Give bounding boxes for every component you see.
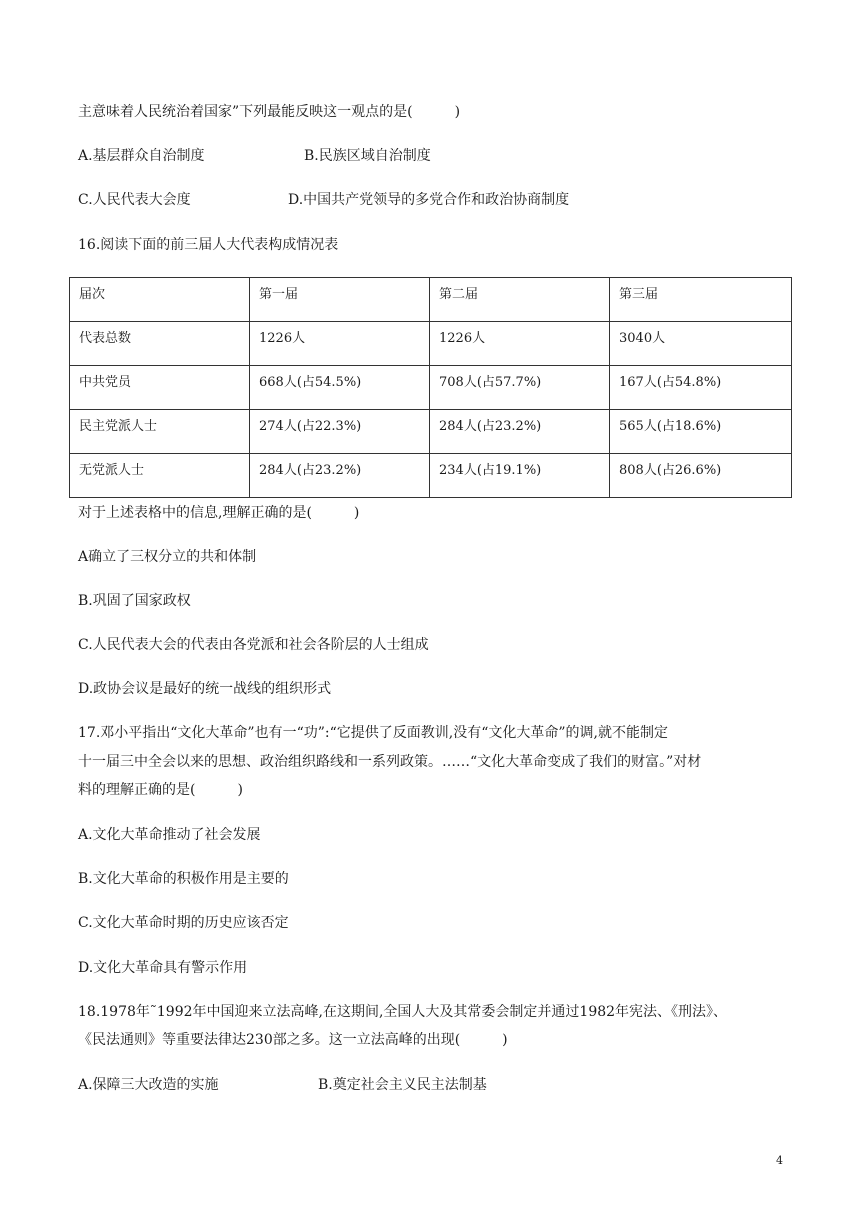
q17-option-c: C.文化大革命时期的历史应该否定: [78, 915, 289, 931]
table-cell: 808人(占26.6%): [610, 454, 792, 498]
q15-option-d: D.中国共产党领导的多党合作和政治协商制度: [288, 192, 570, 208]
table-cell: 668人(占54.5%): [250, 366, 430, 410]
table-header-cell: 届次: [70, 278, 250, 322]
q17-option-b: B.文化大革命的积极作用是主要的: [78, 871, 289, 887]
table-cell: 708人(占57.7%): [430, 366, 610, 410]
table-header-cell: 第一届: [250, 278, 430, 322]
table-row: [70, 322, 792, 366]
q16-option-a: A确立了三权分立的共和体制: [78, 549, 257, 565]
table-cell: 民主党派人士: [70, 410, 250, 454]
q15-option-c: C.人民代表大会度: [78, 192, 191, 208]
table-cell: 3040人: [610, 322, 792, 366]
q17-stem-line: 十一届三中全会以来的思想、政治组织路线和一系列政策。……“文化大革命变成了我们的财富。”对材: [78, 754, 702, 770]
representatives-table: [69, 277, 792, 498]
q15-option-b: B.民族区域自治制度: [304, 148, 431, 164]
q16-option-d: D.政协会议是最好的统一战线的组织形式: [78, 681, 332, 697]
table-header-cell: 第二届: [430, 278, 610, 322]
q15-stem-tail: 主意味着人民统治着国家”下列最能反映这一观点的是( ): [78, 104, 461, 120]
q16-stem: 16.阅读下面的前三届人大代表构成情况表: [78, 237, 339, 253]
table-row: [70, 410, 792, 454]
table-cell: 284人(占23.2%): [250, 454, 430, 498]
table-header-cell: 第三届: [610, 278, 792, 322]
q18-option-a: A.保障三大改造的实施: [78, 1077, 219, 1093]
table-cell: 274人(占22.3%): [250, 410, 430, 454]
q17-option-d: D.文化大革命具有警示作用: [78, 960, 248, 976]
table-cell: 167人(占54.8%): [610, 366, 792, 410]
q15-option-a: A.基层群众自治制度: [78, 148, 205, 164]
table-row: [70, 454, 792, 498]
table-cell: 中共党员: [70, 366, 250, 410]
table-row: [70, 366, 792, 410]
q18-stem-line: 18.1978年˜1992年中国迎来立法高峰,在这期间,全国人大及其常委会制定并通过1982年宪法、《刑法》、: [78, 1004, 728, 1020]
table-cell: 284人(占23.2%): [430, 410, 610, 454]
q18-option-b: B.奠定社会主义民主法制基: [318, 1077, 487, 1093]
q16-option-b: B.巩固了国家政权: [78, 593, 191, 609]
q16-question: 对于上述表格中的信息,理解正确的是( ): [78, 505, 360, 521]
table-cell: 1226人: [250, 322, 430, 366]
table-cell: 565人(占18.6%): [610, 410, 792, 454]
table-cell: 代表总数: [70, 322, 250, 366]
table-header-row: [70, 278, 792, 322]
q18-stem-line: 《民法通则》等重要法律达230部之多。这一立法高峰的出现( ): [78, 1032, 508, 1048]
table-cell: 无党派人士: [70, 454, 250, 498]
q17-option-a: A.文化大革命推动了社会发展: [78, 827, 261, 843]
table-cell: 234人(占19.1%): [430, 454, 610, 498]
table-cell: 1226人: [430, 322, 610, 366]
q17-stem-line: 料的理解正确的是( ): [78, 782, 243, 798]
page-number: 4: [776, 1154, 783, 1167]
q17-stem-line: 17.邓小平指出“文化大革命”也有一“功”:“它提供了反面教训,没有“文化大革命”的调,就不能制定: [78, 725, 668, 741]
q16-option-c: C.人民代表大会的代表由各党派和社会各阶层的人士组成: [78, 637, 429, 653]
